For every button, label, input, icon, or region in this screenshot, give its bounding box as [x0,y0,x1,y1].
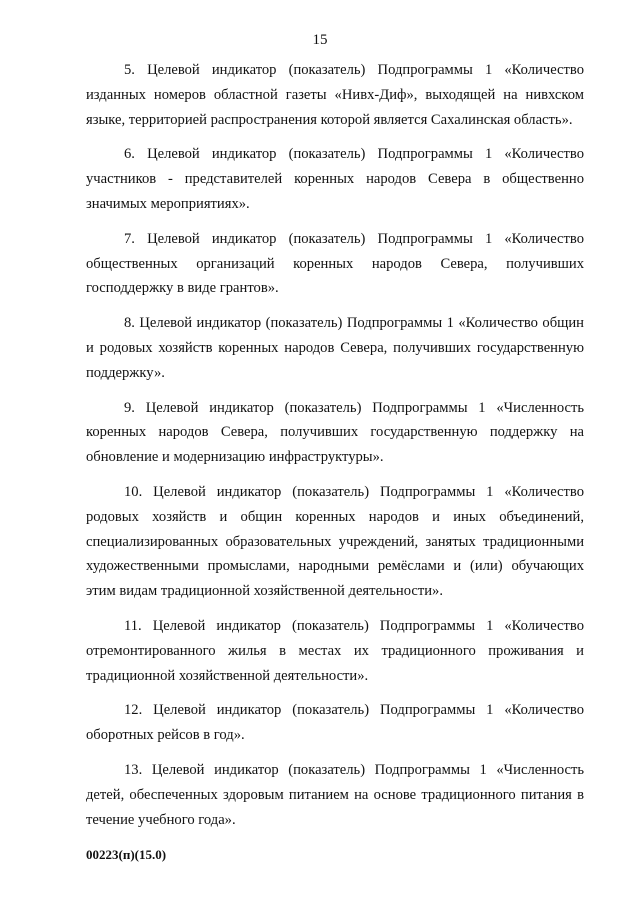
document-code: 00223(п)(15.0) [86,847,167,862]
paragraph-indicator-8: 8. Целевой индикатор (показатель) Подпрограммы 1 «Количество общин и родовых хозяйств коренных народов Севера, получивших государственную поддержку». [86,315,584,381]
paragraph-indicator-13: 13. Целевой индикатор (показатель) Подпрограммы 1 «Численность детей, обеспеченных здоровым питанием на основе традиционного питания в течение учебного года». [86,761,584,828]
document-body [86,58,584,842]
paragraph-indicator-10: 10. Целевой индикатор (показатель) Подпрограммы 1 «Количество родовых хозяйств и общин коренных народов и иных объединений, специализированных образовательных учреждений, занятых традиционными художественными промыслами, народными ремёслами и (или) обучающих этим видам традиционной хозяйственной деятельности». [86,483,584,600]
page-number: 15 [312,32,328,48]
paragraph-indicator-6: 6. Целевой индикатор (показатель) Подпрограммы 1 «Количество участников - представителей коренных народов Севера в общественно значимых мероприятиях». [86,146,584,212]
paragraph-indicator-5: 5. Целевой индикатор (показатель) Подпрограммы 1 «Количество изданных номеров областной газеты «Нивх-Диф», выходящей на нивхском языке, территорией распространения которой является Сахалинская область». [86,62,584,128]
paragraph-indicator-12: 12. Целевой индикатор (показатель) Подпрограммы 1 «Количество оборотных рейсов в год». [86,702,584,744]
paragraph-indicator-9: 9. Целевой индикатор (показатель) Подпрограммы 1 «Численность коренных народов Севера, получивших государственную поддержку на обновление и модернизацию инфраструктуры». [86,399,584,466]
paragraph-indicator-11: 11. Целевой индикатор (показатель) Подпрограммы 1 «Количество отремонтированного жилья в местах их традиционного проживания и традиционной хозяйственной деятельности». [86,617,584,684]
paragraph-indicator-7: 7. Целевой индикатор (показатель) Подпрограммы 1 «Количество общественных организаций коренных народов Севера, получивших господдержку в виде грантов». [86,230,584,297]
